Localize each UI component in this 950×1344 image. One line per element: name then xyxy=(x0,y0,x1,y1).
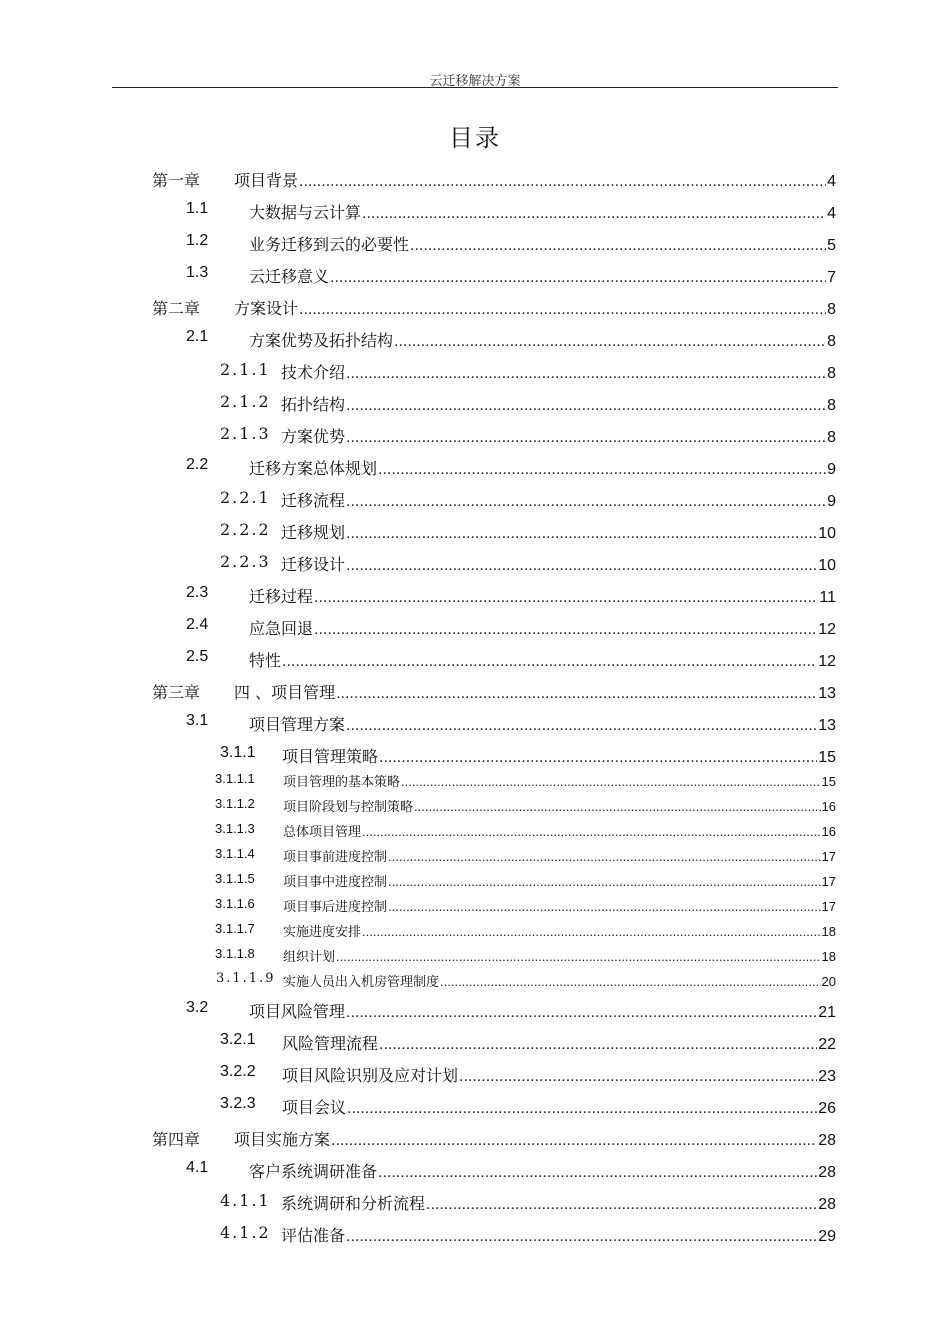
toc-entry[interactable] xyxy=(0,168,950,192)
toc-entry-title: 迁移方案总体规划 xyxy=(249,459,378,478)
toc-entry-title: 特性 xyxy=(249,651,282,670)
toc-entry-page-number: 7 xyxy=(827,269,836,286)
running-header: 云迁移解决方案 xyxy=(429,74,521,89)
toc-dot-leader xyxy=(346,717,817,735)
toc-entry-page-number: 9 xyxy=(827,493,836,510)
toc-entry-page-number: 28 xyxy=(818,1196,836,1213)
toc-entry[interactable] xyxy=(0,200,950,224)
toc-entry-title: 迁移设计 xyxy=(281,555,346,574)
toc-entry-title: 项目事后进度控制 xyxy=(283,900,388,915)
toc-dot-leader xyxy=(331,1132,817,1150)
toc-dot-leader xyxy=(401,774,821,789)
toc-entry-page-number: 15 xyxy=(818,749,836,766)
toc-entry-page-number: 22 xyxy=(818,1036,836,1053)
toc-dot-leader xyxy=(378,1164,817,1182)
toc-entry-number: 1.1 xyxy=(186,200,209,217)
toc-entry[interactable] xyxy=(0,946,950,967)
toc-entry-title: 评估准备 xyxy=(281,1226,346,1245)
toc-entry-number: 3.1.1.8 xyxy=(215,946,255,961)
toc-entry[interactable] xyxy=(0,921,950,942)
toc-entry-number: 2.2.2 xyxy=(220,520,271,539)
toc-entry-page-number: 13 xyxy=(818,685,836,702)
toc-entry[interactable] xyxy=(0,488,950,512)
toc-entry-number: 2.4 xyxy=(186,616,209,633)
toc-entry[interactable] xyxy=(0,1031,950,1055)
toc-entry[interactable] xyxy=(0,1159,950,1183)
toc-entry-number: 1.3 xyxy=(186,264,209,281)
toc-entry-page-number: 12 xyxy=(818,653,836,670)
toc-entry[interactable] xyxy=(0,846,950,867)
toc-entry-number: 2.3 xyxy=(186,584,209,601)
toc-entry-title: 云迁移意义 xyxy=(249,267,330,286)
toc-dot-leader xyxy=(346,429,826,447)
toc-entry-page-number: 21 xyxy=(818,1004,836,1021)
toc-entry-title: 方案优势及拓扑结构 xyxy=(249,331,394,350)
toc-dot-leader xyxy=(346,557,817,575)
toc-entry-title: 技术介绍 xyxy=(281,363,346,382)
toc-entry-page-number: 15 xyxy=(821,774,836,789)
toc-entry[interactable] xyxy=(0,744,950,768)
toc-entry-number: 4.1 xyxy=(186,1159,209,1176)
toc-entry-page-number: 20 xyxy=(821,974,836,989)
toc-entry-page-number: 28 xyxy=(818,1164,836,1181)
toc-entry[interactable] xyxy=(0,971,950,992)
toc-entry[interactable] xyxy=(0,584,950,608)
toc-entry-number: 3.2.2 xyxy=(220,1063,256,1080)
toc-entry-title: 项目实施方案 xyxy=(234,1130,331,1149)
toc-entry[interactable] xyxy=(0,1191,950,1215)
toc-entry-page-number: 18 xyxy=(821,924,836,939)
toc-entry[interactable] xyxy=(0,296,950,320)
toc-entry[interactable] xyxy=(0,264,950,288)
toc-dot-leader xyxy=(346,1228,817,1246)
toc-entry-page-number: 8 xyxy=(827,333,836,350)
toc-entry-number: 2.1.1 xyxy=(220,360,271,379)
toc-entry[interactable] xyxy=(0,871,950,892)
toc-entry-title: 项目管理方案 xyxy=(249,715,346,734)
toc-dot-leader xyxy=(299,173,826,191)
toc-entry-number: 1.2 xyxy=(186,232,209,249)
toc-entry-page-number: 12 xyxy=(818,621,836,638)
toc-entry[interactable] xyxy=(0,712,950,736)
toc-entry[interactable] xyxy=(0,424,950,448)
toc-dot-leader xyxy=(410,237,826,255)
toc-entry-number: 3.1.1.7 xyxy=(215,921,255,936)
toc-entry-page-number: 16 xyxy=(821,799,836,814)
toc-entry-number: 3.2 xyxy=(186,999,209,1016)
toc-entry-title: 应急回退 xyxy=(249,619,314,638)
toc-entry-title: 总体项目管理 xyxy=(283,825,362,840)
toc-entry-title: 项目风险识别及应对计划 xyxy=(282,1066,459,1085)
toc-entry-number: 2.2 xyxy=(186,456,209,473)
toc-entry-page-number: 16 xyxy=(821,824,836,839)
toc-entry-number: 3.1.1.2 xyxy=(215,796,255,811)
toc-entry[interactable] xyxy=(0,771,950,792)
toc-entry-page-number: 4 xyxy=(827,205,836,222)
toc-entry-number: 2.1 xyxy=(186,328,209,345)
toc-entry-title: 系统调研和分析流程 xyxy=(281,1194,426,1213)
toc-entry[interactable] xyxy=(0,616,950,640)
toc-entry-title: 项目管理的基本策略 xyxy=(283,775,401,790)
toc-entry-title: 四 、项目管理 xyxy=(234,683,336,702)
toc-entry-title: 拓扑结构 xyxy=(281,395,346,414)
toc-entry[interactable] xyxy=(0,360,950,384)
toc-entry[interactable] xyxy=(0,456,950,480)
toc-entry-number: 2.2.3 xyxy=(220,552,271,571)
toc-entry-number: 3.1.1.6 xyxy=(215,896,255,911)
toc-dot-leader xyxy=(336,685,817,703)
toc-entry-number: 4.1.2 xyxy=(220,1223,271,1242)
toc-entry-number: 3.2.3 xyxy=(220,1095,256,1112)
toc-dot-leader xyxy=(346,397,826,415)
toc-dot-leader xyxy=(346,365,826,383)
toc-entry-title: 项目管理策略 xyxy=(282,747,379,766)
toc-entry[interactable] xyxy=(0,232,950,256)
toc-entry-page-number: 8 xyxy=(827,365,836,382)
toc-dot-leader xyxy=(426,1196,817,1214)
toc-entry-number: 3.1.1.4 xyxy=(215,846,255,861)
toc-entry-number: 第二章 xyxy=(152,299,201,318)
toc-entry[interactable] xyxy=(0,520,950,544)
toc-entry-number: 第一章 xyxy=(152,171,201,190)
toc-entry-number: 第三章 xyxy=(152,683,201,702)
toc-entry-page-number: 17 xyxy=(821,849,836,864)
toc-entry-number: 4.1.1 xyxy=(220,1191,271,1210)
toc-entry-number: 第四章 xyxy=(152,1130,201,1149)
toc-entry-page-number: 8 xyxy=(827,301,836,318)
toc-dot-leader xyxy=(379,749,817,767)
toc-dot-leader xyxy=(388,849,821,864)
toc-dot-leader xyxy=(414,799,821,814)
header-rule xyxy=(112,87,838,88)
toc-dot-leader xyxy=(388,899,821,914)
toc-entry-number: 3.1.1.3 xyxy=(215,821,255,836)
toc-entry-page-number: 11 xyxy=(819,589,836,606)
toc-dot-leader xyxy=(282,653,817,671)
toc-dot-leader xyxy=(299,301,826,319)
toc-entry-title: 风险管理流程 xyxy=(282,1034,379,1053)
toc-dot-leader xyxy=(330,269,826,287)
toc-dot-leader xyxy=(459,1068,817,1086)
toc-entry-page-number: 5 xyxy=(827,237,836,254)
toc-dot-leader xyxy=(314,589,818,607)
toc-dot-leader xyxy=(378,461,826,479)
toc-entry-page-number: 17 xyxy=(821,874,836,889)
toc-entry-number: 2.1.3 xyxy=(220,424,271,443)
toc-dot-leader xyxy=(336,949,821,964)
toc-entry-title: 实施进度安排 xyxy=(283,925,362,940)
toc-entry-title: 组织计划 xyxy=(283,950,336,965)
toc-entry[interactable] xyxy=(0,1095,950,1119)
toc-entry-page-number: 26 xyxy=(818,1100,836,1117)
toc-entry[interactable] xyxy=(0,680,950,704)
toc-entry[interactable] xyxy=(0,1127,950,1151)
toc-dot-leader xyxy=(379,1036,817,1054)
toc-dot-leader xyxy=(347,1100,817,1118)
toc-entry-page-number: 29 xyxy=(818,1228,836,1245)
toc-entry-number: 3.1.1.1 xyxy=(215,771,255,786)
toc-entry-title: 方案设计 xyxy=(234,299,299,318)
toc-entry[interactable] xyxy=(0,392,950,416)
toc-entry-title: 项目阶段划与控制策略 xyxy=(283,800,414,815)
toc-entry[interactable] xyxy=(0,1223,950,1247)
toc-entry[interactable] xyxy=(0,328,950,352)
toc-entry-page-number: 9 xyxy=(827,461,836,478)
toc-entry-title: 迁移规划 xyxy=(281,523,346,542)
toc-entry-title: 项目风险管理 xyxy=(249,1002,346,1021)
toc-entry-number: 2.2.1 xyxy=(220,488,271,507)
toc-entry-title: 实施人员出入机房管理制度 xyxy=(283,975,440,990)
toc-dot-leader xyxy=(314,621,817,639)
toc-entry[interactable] xyxy=(0,648,950,672)
toc-entry-page-number: 8 xyxy=(827,397,836,414)
toc-entry-page-number: 18 xyxy=(821,949,836,964)
page-title: 目录 xyxy=(449,124,501,152)
toc-entry-page-number: 23 xyxy=(818,1068,836,1085)
toc-entry[interactable] xyxy=(0,999,950,1023)
toc-entry-title: 客户系统调研准备 xyxy=(249,1162,378,1181)
toc-entry-title: 项目背景 xyxy=(234,171,299,190)
toc-entry-page-number: 10 xyxy=(818,557,836,574)
toc-entry-title: 迁移流程 xyxy=(281,491,346,510)
toc-entry-page-number: 4 xyxy=(827,173,836,190)
toc-entry[interactable] xyxy=(0,1063,950,1087)
toc-entry-title: 大数据与云计算 xyxy=(249,203,362,222)
toc-entry[interactable] xyxy=(0,552,950,576)
toc-dot-leader xyxy=(346,493,826,511)
toc-dot-leader xyxy=(346,525,817,543)
toc-dot-leader xyxy=(362,924,821,939)
toc-dot-leader xyxy=(388,874,821,889)
toc-entry-title: 项目会议 xyxy=(282,1098,347,1117)
toc-entry[interactable] xyxy=(0,821,950,842)
toc-entry-number: 3.1.1.5 xyxy=(215,871,255,886)
toc-dot-leader xyxy=(362,205,826,223)
toc-entry-number: 3.2.1 xyxy=(220,1031,256,1048)
toc-dot-leader xyxy=(346,1004,817,1022)
toc-entry-number: 3.1 xyxy=(186,712,209,729)
toc-entry-page-number: 8 xyxy=(827,429,836,446)
toc-entry-title: 项目事前进度控制 xyxy=(283,850,388,865)
toc-entry-number: 2.1.2 xyxy=(220,392,271,411)
toc-dot-leader xyxy=(394,333,826,351)
toc-entry-number: 2.5 xyxy=(186,648,209,665)
toc-entry-title: 迁移过程 xyxy=(249,587,314,606)
toc-dot-leader xyxy=(362,824,821,839)
toc-entry-page-number: 28 xyxy=(818,1132,836,1149)
toc-entry-page-number: 17 xyxy=(821,899,836,914)
toc-entry-number: 3.1.1 xyxy=(220,744,256,761)
toc-entry-title: 方案优势 xyxy=(281,427,346,446)
toc-entry[interactable] xyxy=(0,796,950,817)
toc-entry[interactable] xyxy=(0,896,950,917)
toc-entry-page-number: 13 xyxy=(818,717,836,734)
toc-dot-leader xyxy=(440,974,821,989)
toc-entry-page-number: 10 xyxy=(818,525,836,542)
toc-entry-title: 业务迁移到云的必要性 xyxy=(249,235,410,254)
toc-entry-title: 项目事中进度控制 xyxy=(283,875,388,890)
toc-entry-number: 3.1.1.9 xyxy=(216,971,276,986)
